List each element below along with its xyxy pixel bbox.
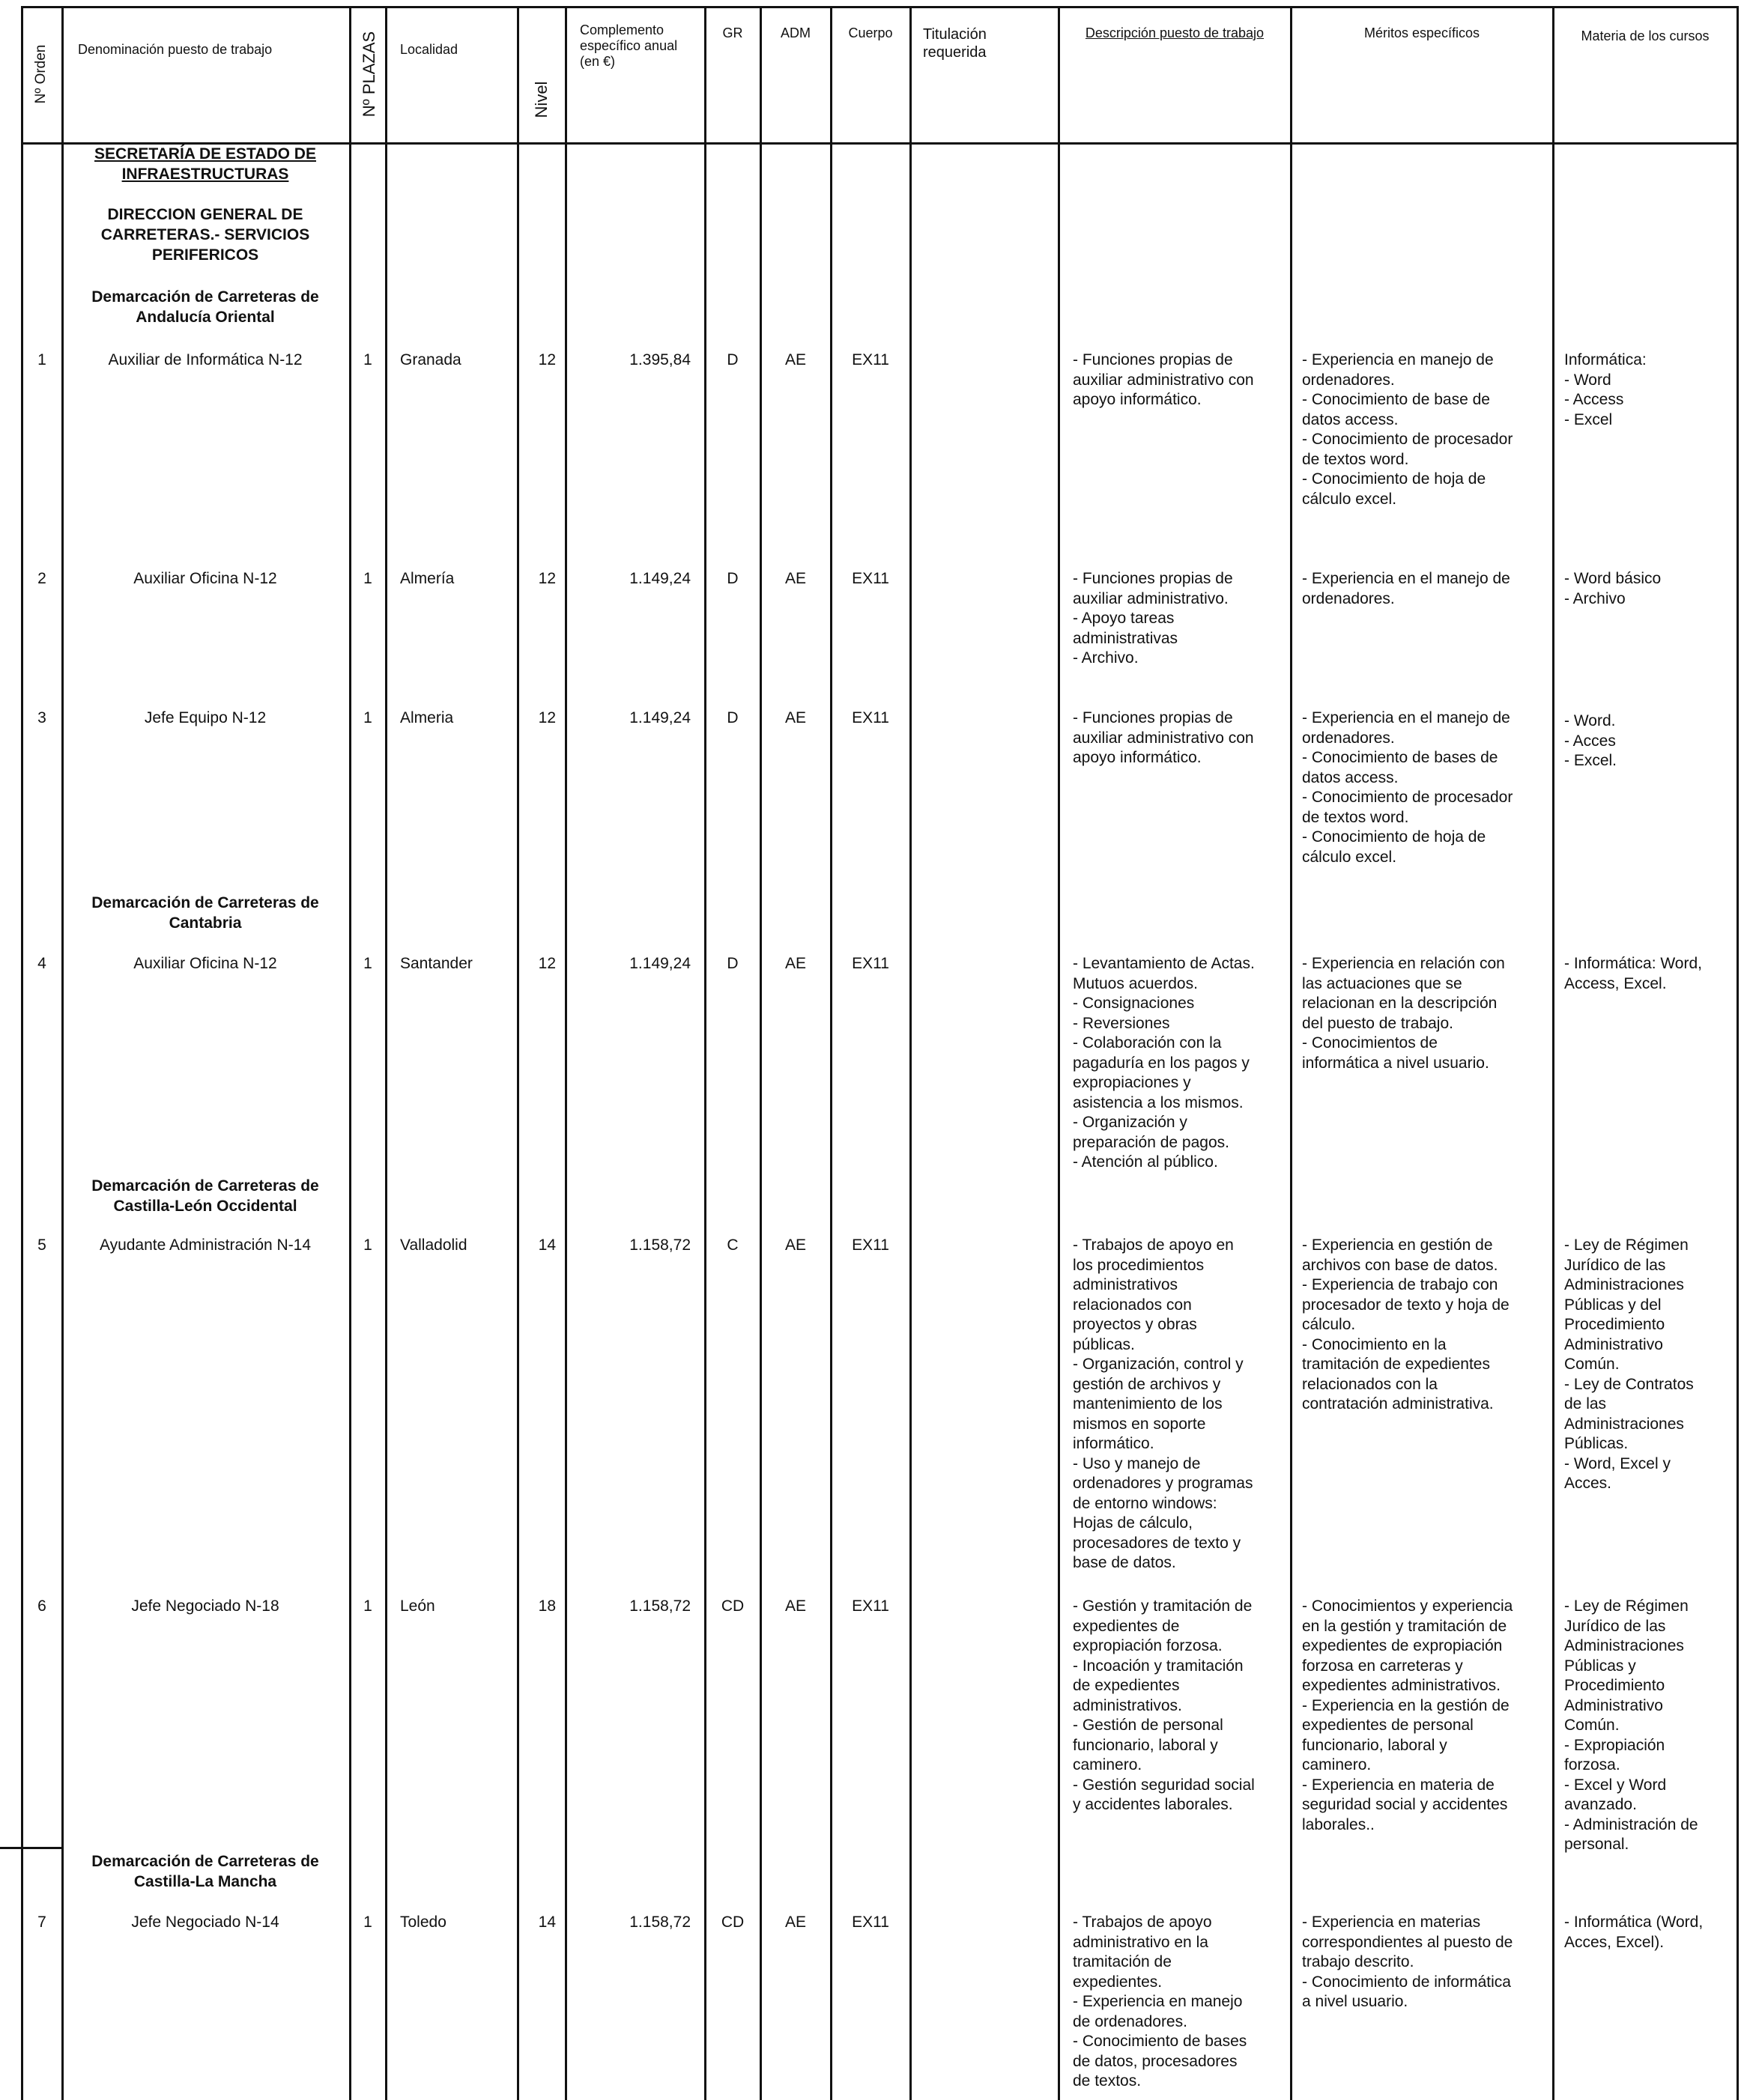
rule-col-7 [760, 6, 762, 2100]
cell-adm: AE [784, 351, 806, 368]
cell-gr: D [727, 709, 739, 726]
rule-left [21, 6, 23, 2100]
cell-complemento: 1.149,24 [629, 709, 691, 726]
cell-localidad: Almería [400, 570, 455, 587]
cell-denominacion: Jefe Equipo N-12 [144, 709, 267, 726]
cell-descripcion: - Funciones propias de auxiliar administrativo con apoyo informático. [1073, 351, 1254, 408]
section-castilla-leon: Demarcación de Carreteras de Castilla-León Occidental [91, 1177, 319, 1215]
cell-nivel: 12 [538, 955, 556, 972]
cell-nivel: 14 [538, 1236, 556, 1254]
header-cuerpo: Cuerpo [848, 25, 893, 40]
cell-cuerpo: EX11 [852, 1914, 889, 1931]
header-descripcion: Descripción puesto de trabajo [1085, 25, 1265, 40]
rule-col-5 [565, 6, 567, 2100]
cell-plazas: 1 [363, 955, 372, 972]
cell-orden: 6 [37, 1597, 46, 1615]
header-gr: GR [722, 25, 743, 40]
header-adm: ADM [781, 25, 811, 40]
cell-adm: AE [784, 1597, 806, 1615]
cell-materia: - Word. - Acces - Excel. [1564, 712, 1617, 769]
cell-plazas: 1 [363, 1236, 372, 1254]
cell-cuerpo: EX11 [852, 955, 889, 972]
cell-gr: D [727, 351, 739, 368]
cell-orden: 3 [37, 709, 46, 726]
section-cantabria: Demarcación de Carreteras de Cantabria [91, 894, 319, 932]
cell-localidad: Granada [400, 351, 461, 368]
section-secretaria: SECRETARÍA DE ESTADO DE INFRAESTRUCTURAS [94, 145, 316, 183]
cell-cuerpo: EX11 [852, 1236, 889, 1254]
cell-adm: AE [784, 709, 806, 726]
cell-meritos: - Experiencia en el manejo de ordenadores. [1302, 570, 1510, 607]
cell-materia: - Word básico - Archivo [1564, 570, 1662, 607]
cell-denominacion: Auxiliar Oficina N-12 [133, 570, 277, 587]
cell-complemento: 1.158,72 [629, 1597, 691, 1615]
cell-cuerpo: EX11 [852, 1597, 889, 1615]
cell-orden: 1 [37, 351, 46, 368]
cell-materia: Informática: - Word - Access - Excel [1564, 351, 1647, 428]
cell-meritos: - Experiencia en manejo de ordenadores. - Conocimiento de base de datos access. - Conocimiento de procesador de textos word. - Conocimiento de hoja de cálculo excel. [1302, 351, 1513, 508]
cell-descripcion: - Trabajos de apoyo administrativo en la tramitación de expedientes. - Experiencia en manejo de ordenadores. - Conocimiento de bases de datos, procesadores de textos. [1073, 1914, 1247, 2090]
cell-gr: C [727, 1236, 739, 1254]
cell-nivel: 12 [538, 570, 556, 587]
cell-plazas: 1 [363, 351, 372, 368]
rule-fragment [0, 1847, 61, 1849]
rule-col-9 [909, 6, 912, 2100]
header-orden: Nº Orden [33, 44, 49, 104]
cell-adm: AE [784, 1236, 806, 1254]
cell-plazas: 1 [363, 709, 372, 726]
cell-localidad: Valladolid [400, 1236, 467, 1254]
cell-denominacion: Auxiliar Oficina N-12 [133, 955, 277, 972]
rule-col-2 [349, 6, 351, 2100]
cell-nivel: 14 [538, 1914, 556, 1931]
cell-orden: 7 [37, 1914, 46, 1931]
cell-complemento: 1.158,72 [629, 1914, 691, 1931]
header-titulacion: Titulación requerida [923, 26, 987, 61]
cell-nivel: 12 [538, 351, 556, 368]
cell-denominacion: Auxiliar de Informática N-12 [108, 351, 303, 368]
cell-gr: CD [721, 1597, 745, 1615]
cell-cuerpo: EX11 [852, 570, 889, 587]
rule-right [1737, 6, 1739, 2100]
cell-descripcion: - Trabajos de apoyo en los procedimientos administrativos relacionados con proyectos y obras públicas. - Organización, control y gestión de archivos y mantenimiento de los mismos en soporte informático. - Uso y manejo de ordenadores y programas de entorno windows: Hojas de cálculo, procesadores de texto y base de datos. [1073, 1236, 1253, 1571]
header-complemento: Complemento específico anual (en €) [580, 22, 678, 69]
cell-complemento: 1.395,84 [629, 351, 691, 368]
cell-nivel: 12 [538, 709, 556, 726]
section-castilla-mancha: Demarcación de Carreteras de Castilla-La Mancha [91, 1853, 319, 1890]
rule-col-12 [1552, 6, 1554, 2100]
header-localidad: Localidad [400, 42, 458, 57]
cell-materia: - Ley de Régimen Jurídico de las Administraciones Públicas y Procedimiento Administrativo Común. - Expropiación forzosa. - Excel y Word avanzado. - Administración de personal. [1564, 1597, 1698, 1853]
cell-meritos: - Experiencia en materias correspondientes al puesto de trabajo descrito. - Conocimiento de informática a nivel usuario. [1302, 1914, 1513, 2010]
cell-descripcion: - Funciones propias de auxiliar administrativo con apoyo informático. [1073, 709, 1254, 766]
cell-orden: 2 [37, 570, 46, 587]
rule-col-6 [704, 6, 706, 2100]
cell-plazas: 1 [363, 1597, 372, 1615]
cell-gr: D [727, 955, 739, 972]
cell-materia: - Ley de Régimen Jurídico de las Administraciones Públicas y del Procedimiento Administrativo Común. - Ley de Contratos de las Administraciones Públicas. - Word, Excel y Acces. [1564, 1236, 1694, 1492]
header-materia: Materia de los cursos [1581, 28, 1710, 43]
header-nivel: Nivel [532, 81, 551, 118]
header-meritos: Méritos específicos [1363, 25, 1480, 40]
cell-orden: 4 [37, 955, 46, 972]
rule-col-4 [517, 6, 519, 2100]
cell-materia: - Informática: Word, Access, Excel. [1564, 955, 1702, 992]
cell-cuerpo: EX11 [852, 709, 889, 726]
cell-meritos: - Experiencia en el manejo de ordenadores. - Conocimiento de bases de datos access. - Conocimiento de procesador de textos word. - Conocimiento de hoja de cálculo excel. [1302, 709, 1513, 866]
cell-localidad: Santander [400, 955, 473, 972]
rule-col-11 [1290, 6, 1292, 2100]
rule-col-8 [830, 6, 832, 2100]
cell-cuerpo: EX11 [852, 351, 889, 368]
header-plazas: Nº PLAZAS [360, 31, 378, 118]
rule-col-10 [1058, 6, 1060, 2100]
cell-localidad: Toledo [400, 1914, 446, 1931]
cell-denominacion: Jefe Negociado N-14 [131, 1914, 279, 1931]
cell-meritos: - Experiencia en gestión de archivos con base de datos. - Experiencia de trabajo con procesador de texto y hoja de cálculo. - Conocimiento en la tramitación de expedientes relacionados con la contratación administrativa. [1302, 1236, 1510, 1412]
cell-adm: AE [784, 570, 806, 587]
cell-descripcion: - Levantamiento de Actas. Mutuos acuerdos. - Consignaciones - Reversiones - Colaboración con la pagaduría en los pagos y expropiaciones y asistencia a los mismos. - Organización y preparación de pagos. - Atención al público. [1073, 955, 1255, 1171]
cell-gr: D [727, 570, 739, 587]
section-direccion: DIRECCION GENERAL DE CARRETERAS.- SERVICIOS PERIFERICOS [100, 206, 310, 264]
cell-plazas: 1 [363, 1914, 372, 1931]
header-denominacion: Denominación puesto de trabajo [78, 42, 273, 57]
cell-materia: - Informática (Word, Acces, Excel). [1564, 1914, 1704, 1951]
cell-localidad: León [400, 1597, 435, 1615]
cell-nivel: 18 [538, 1597, 556, 1615]
cell-plazas: 1 [363, 570, 372, 587]
cell-descripcion: - Funciones propias de auxiliar administrativo. - Apoyo tareas administrativas - Archivo. [1073, 570, 1233, 667]
cell-denominacion: Jefe Negociado N-18 [131, 1597, 279, 1615]
cell-orden: 5 [37, 1236, 46, 1254]
rule-top [21, 6, 1739, 8]
cell-complemento: 1.158,72 [629, 1236, 691, 1254]
cell-meritos: - Conocimientos y experiencia en la gestión y tramitación de expedientes de expropiación forzosa en carreteras y expedientes administrativos. - Experiencia en la gestión de expedientes de personal funcionario, laboral y caminero. - Experiencia en materia de seguridad social y accidentes laborales.. [1302, 1597, 1513, 1833]
cell-complemento: 1.149,24 [629, 570, 691, 587]
cell-descripcion: - Gestión y tramitación de expedientes de expropiación forzosa. - Incoación y tramitación de expedientes administrativos. - Gestión de personal funcionario, laboral y caminero. - Gestión seguridad social y accidentes laborales. [1073, 1597, 1255, 1813]
section-andalucia: Demarcación de Carreteras de Andalucía Oriental [91, 288, 319, 326]
cell-complemento: 1.149,24 [629, 955, 691, 972]
cell-adm: AE [784, 1914, 806, 1931]
cell-meritos: - Experiencia en relación con las actuaciones que se relacionan en la descripción del puesto de trabajo. - Conocimientos de informática a nivel usuario. [1302, 955, 1505, 1072]
cell-denominacion: Ayudante Administración N-14 [99, 1236, 312, 1254]
cell-localidad: Almeria [400, 709, 454, 726]
cell-gr: CD [721, 1914, 745, 1931]
cell-adm: AE [784, 955, 806, 972]
rule-col-3 [385, 6, 387, 2100]
